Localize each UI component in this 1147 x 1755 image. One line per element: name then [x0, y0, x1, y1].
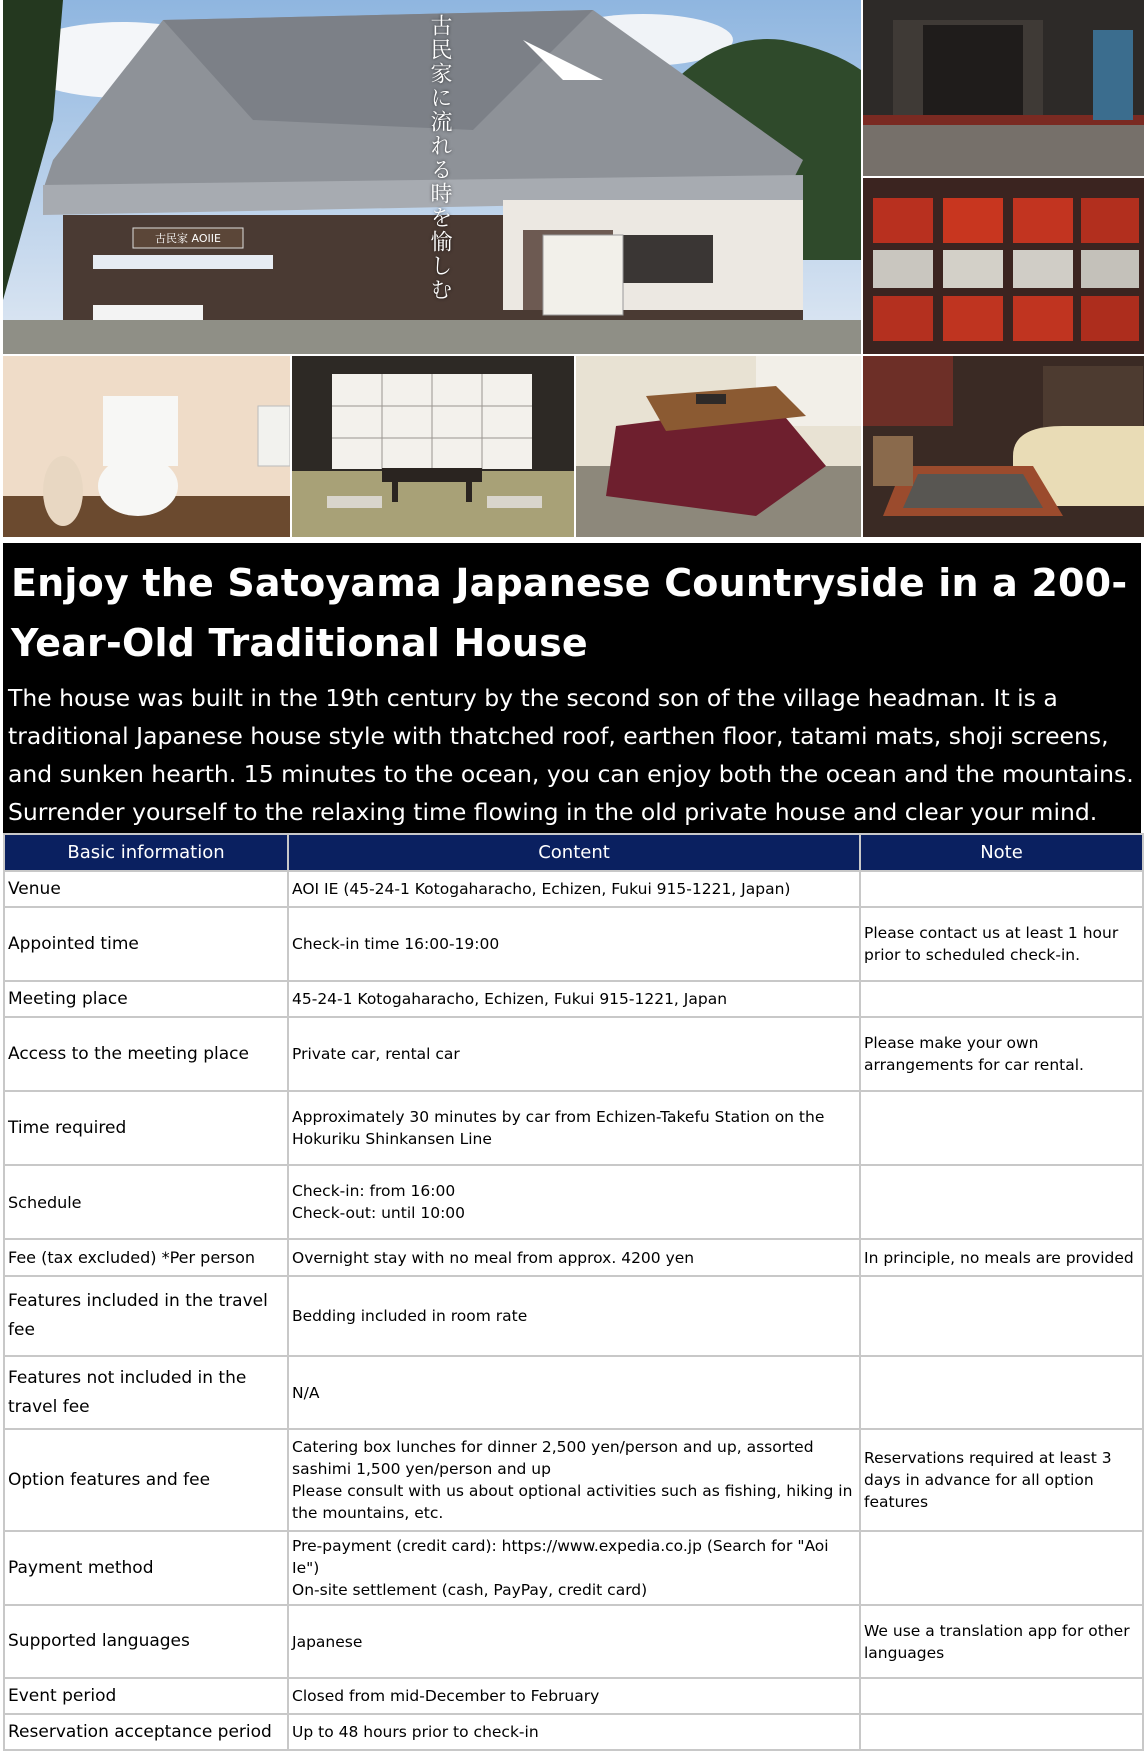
table-row	[4, 907, 1143, 981]
table-row	[4, 1356, 1143, 1429]
row-label: Payment method	[4, 1531, 288, 1605]
row-note	[860, 1678, 1143, 1714]
row-content: Japanese	[288, 1605, 860, 1678]
toilet-photo	[3, 356, 290, 537]
row-note	[860, 981, 1143, 1017]
row-label: Time required	[4, 1091, 288, 1165]
table-row	[4, 1091, 1143, 1165]
page-title: Enjoy the Satoyama Japanese Countryside in a 200-Year-Old Traditional House	[11, 561, 1128, 665]
row-note: Reservations required at least 3 days in advance for all option features	[860, 1429, 1143, 1531]
entrance-photo	[863, 0, 1144, 176]
row-content: Private car, rental car	[288, 1017, 860, 1091]
header-content: Content	[288, 834, 860, 871]
table-row	[4, 1714, 1143, 1750]
row-content: Check-in time 16:00-19:00	[288, 907, 860, 981]
table-row	[4, 1165, 1143, 1239]
kotatsu-photo	[576, 356, 861, 537]
row-label: Access to the meeting place	[4, 1017, 288, 1091]
table-row	[4, 1678, 1143, 1714]
row-content: Overnight stay with no meal from approx. 4200 yen	[288, 1239, 860, 1276]
row-content: N/A	[288, 1356, 860, 1429]
house-sign-text: 古民家 AOIIE	[155, 232, 221, 245]
row-label: Reservation acceptance period	[4, 1714, 288, 1750]
row-content: Catering box lunches for dinner 2,500 yen/person and up, assorted sashimi 1,500 yen/person and up Please consult with us about optional activities such as fishing, hiking in the mountains, etc.	[288, 1429, 860, 1531]
table-row	[4, 981, 1143, 1017]
tatami-room-photo	[292, 356, 574, 537]
row-note	[860, 1531, 1143, 1605]
table-row	[4, 1276, 1143, 1356]
row-note	[860, 1356, 1143, 1429]
table-row	[4, 1429, 1143, 1531]
row-note	[860, 1091, 1143, 1165]
row-label: Venue	[4, 871, 288, 907]
row-label: Features not included in the travel fee	[4, 1356, 288, 1429]
row-note: Please make your own arrangements for car rental.	[860, 1017, 1143, 1091]
vertical-caption: 古民家に流れる時を愉しむ	[427, 14, 452, 302]
row-content: Pre-payment (credit card): https://www.expedia.co.jp (Search for "Aoi Ie") On-site settlement (cash, PayPay, credit card)	[288, 1531, 860, 1605]
red-glass-doors-photo	[863, 178, 1144, 354]
row-content: Closed from mid-December to February	[288, 1678, 860, 1714]
row-note: In principle, no meals are provided	[860, 1239, 1143, 1276]
hearth-living-room-photo	[863, 356, 1144, 537]
table-row	[4, 1017, 1143, 1091]
table-row	[4, 1531, 1143, 1605]
row-label: Meeting place	[4, 981, 288, 1017]
table-header-row	[4, 834, 1143, 871]
table-row	[4, 1239, 1143, 1276]
intro-description: The house was built in the 19th century by the second son of the village headman. It is a traditional Japanese house style with thatched roof, earthen floor, tatami mats, shoji screens, and sunken hearth. 15 minutes to the ocean, you can enjoy both the ocean and the mountains. Surrender yourself to the relaxing time flowing in the old private house and clear your mind.	[8, 684, 1134, 826]
row-content: AOI IE (45-24-1 Kotogaharacho, Echizen, Fukui 915-1221, Japan)	[288, 871, 860, 907]
basic-info-table	[3, 833, 1144, 1751]
table-row	[4, 1605, 1143, 1678]
header-note: Note	[860, 834, 1143, 871]
row-label: Event period	[4, 1678, 288, 1714]
row-label: Appointed time	[4, 907, 288, 981]
row-label: Schedule	[4, 1165, 288, 1239]
header-basic-information: Basic information	[4, 834, 288, 871]
row-label: Features included in the travel fee	[4, 1276, 288, 1356]
row-content: Approximately 30 minutes by car from Echizen-Takefu Station on the Hokuriku Shinkansen Line	[288, 1091, 860, 1165]
row-content: Up to 48 hours prior to check-in	[288, 1714, 860, 1750]
row-label: Supported languages	[4, 1605, 288, 1678]
table-row	[4, 871, 1143, 907]
row-note: We use a translation app for other languages	[860, 1605, 1143, 1678]
row-note	[860, 1276, 1143, 1356]
row-content: 45-24-1 Kotogaharacho, Echizen, Fukui 915-1221, Japan	[288, 981, 860, 1017]
row-note	[860, 1165, 1143, 1239]
row-note	[860, 1714, 1143, 1750]
row-content: Bedding included in room rate	[288, 1276, 860, 1356]
row-content: Check-in: from 16:00 Check-out: until 10:00	[288, 1165, 860, 1239]
row-label: Option features and fee	[4, 1429, 288, 1531]
row-note	[860, 871, 1143, 907]
row-note: Please contact us at least 1 hour prior to scheduled check-in.	[860, 907, 1143, 981]
intro-banner	[3, 543, 1141, 833]
row-label: Fee (tax excluded) *Per person	[4, 1239, 288, 1276]
